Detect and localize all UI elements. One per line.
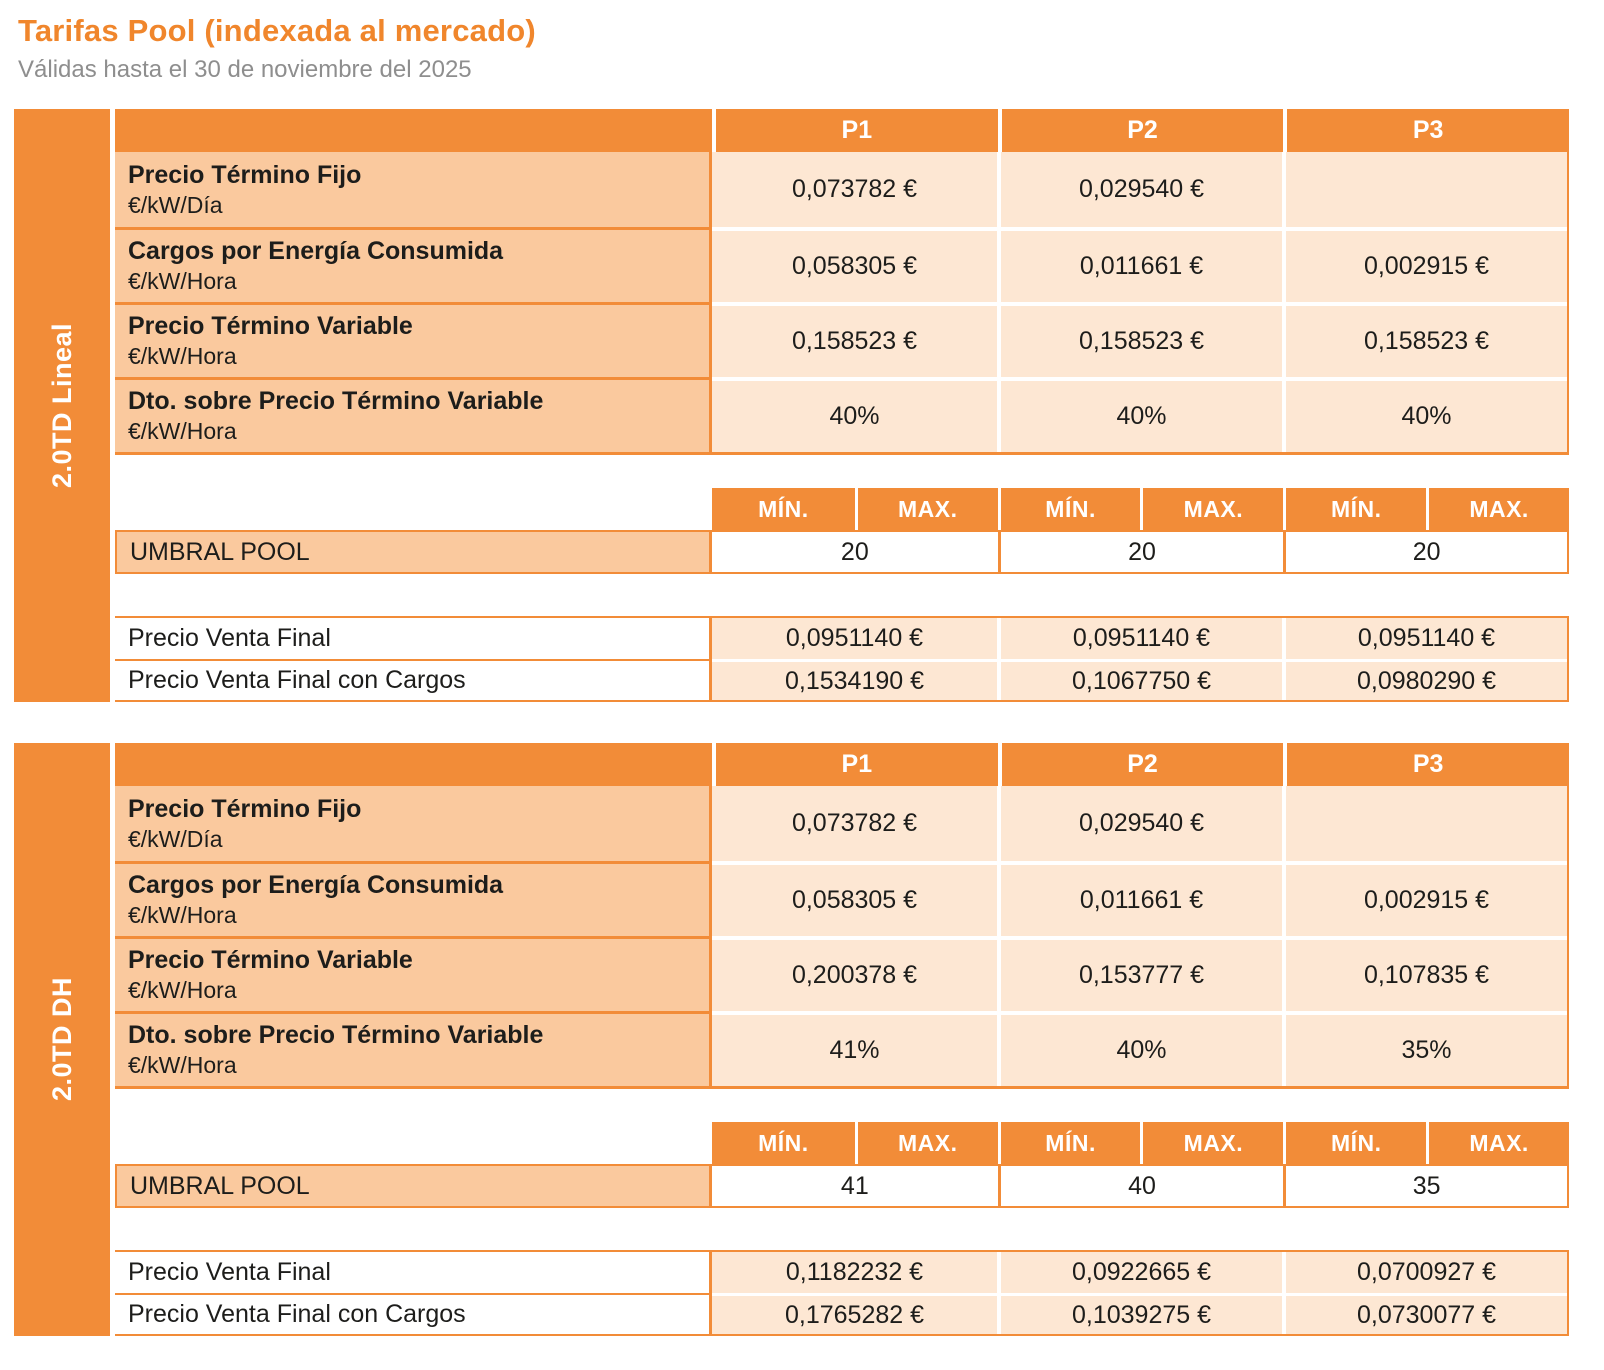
row-label: Cargos por Energía Consumida (128, 237, 504, 266)
row-unit: €/kW/Hora (128, 268, 237, 295)
value-cell-p2: 0,153777 € (997, 936, 1282, 1011)
minmax-header-p3-min: MÍN. (1283, 488, 1426, 530)
table-row-precio-venta-final-con-cargos (115, 659, 1567, 700)
value-cell-p1: 40% (712, 377, 997, 452)
row-unit: €/kW/Hora (128, 902, 237, 929)
row-label: Precio Término Fijo (128, 160, 362, 189)
value-cell-p3: 35% (1282, 1011, 1567, 1086)
row-label: Precio Término Variable (128, 946, 413, 975)
page-title: Tarifas Pool (indexada al mercado) (18, 13, 536, 48)
minmax-header-p1-max: MAX. (855, 488, 998, 530)
column-header-p2: P2 (998, 743, 1284, 786)
column-header-p1: P1 (712, 743, 998, 786)
section-2-0td-lineal (14, 109, 1604, 702)
period-header-row (115, 743, 1569, 786)
table-row-precio-venta-final (115, 1252, 1567, 1293)
minmax-header-row (712, 1122, 1569, 1164)
value-cell-p3: 0,0951140 € (1282, 618, 1567, 659)
row-label: Precio Término Fijo (128, 794, 362, 823)
umbral-value-p3: 35 (1283, 1164, 1569, 1208)
spacer (115, 1208, 1569, 1250)
row-label: Precio Venta Final con Cargos (115, 659, 712, 700)
sidebar-label-dh: 2.0TD DH (46, 977, 77, 1102)
value-cell-p1: 0,0951140 € (712, 618, 997, 659)
sidebar-band-dh (14, 743, 110, 1336)
minmax-header-p2-min: MÍN. (998, 488, 1141, 530)
minmax-header-p3-max: MAX. (1426, 1122, 1569, 1164)
final-price-rows (115, 1250, 1569, 1336)
value-cell-p1: 0,073782 € (712, 152, 997, 227)
minmax-header-p1-min: MÍN. (758, 495, 809, 522)
minmax-header-p1-max: MAX. (855, 1122, 998, 1164)
final-price-rows (115, 616, 1569, 702)
row-unit: €/kW/Hora (128, 1052, 237, 1079)
column-header-p3: P3 (1283, 109, 1569, 152)
minmax-header-p2-max: MAX. (1140, 488, 1283, 530)
tariff-rows-block (115, 152, 1569, 455)
spacer (115, 455, 1569, 488)
value-cell-p1: 0,1765282 € (712, 1293, 997, 1334)
value-cell-p2: 0,011661 € (997, 861, 1282, 936)
value-cell-p2: 0,011661 € (997, 227, 1282, 302)
value-cell-p3: 0,0730077 € (1282, 1293, 1567, 1334)
value-cell-p3: 0,0980290 € (1282, 659, 1567, 700)
value-cell-p2: 0,0951140 € (997, 618, 1282, 659)
minmax-header-p3-max: MAX. (1426, 488, 1569, 530)
row-unit: €/kW/Día (128, 825, 223, 852)
value-cell-p2: 0,158523 € (997, 302, 1282, 377)
table-row-precio-termino-fijo (115, 152, 1567, 227)
value-cell-p2: 0,029540 € (997, 786, 1282, 861)
value-cell-p3 (1282, 786, 1567, 861)
table-row-dto-precio-termino-variable (115, 1011, 1567, 1086)
value-cell-p2: 0,1039275 € (997, 1293, 1282, 1334)
umbral-pool-row (115, 1164, 1569, 1208)
section-content-lineal (115, 109, 1569, 702)
value-cell-p1: 0,058305 € (712, 861, 997, 936)
value-cell-p2: 0,1067750 € (997, 659, 1282, 700)
column-header-p3: P3 (1283, 743, 1569, 786)
value-cell-p3: 0,0700927 € (1282, 1252, 1567, 1293)
value-cell-p3: 0,158523 € (1282, 302, 1567, 377)
minmax-header-p2-min: MÍN. (998, 1122, 1141, 1164)
row-label-cell (115, 936, 712, 1011)
value-cell-p1: 0,200378 € (712, 936, 997, 1011)
row-label-cell (115, 861, 712, 936)
row-label: Dto. sobre Precio Término Variable (128, 1021, 544, 1050)
period-header-spacer (115, 743, 712, 786)
column-header-p2: P2 (998, 109, 1284, 152)
row-label-cell (115, 152, 712, 227)
table-row-precio-termino-fijo (115, 786, 1567, 861)
umbral-value-p3: 20 (1283, 530, 1569, 574)
umbral-pool-row (115, 530, 1569, 574)
minmax-header-row (712, 488, 1569, 530)
period-header-row (115, 109, 1569, 152)
value-cell-p1: 0,1182232 € (712, 1252, 997, 1293)
umbral-pool-label: UMBRAL POOL (115, 530, 712, 574)
row-label: Precio Venta Final (115, 618, 712, 659)
page-subtitle: Válidas hasta el 30 de noviembre del 2025 (18, 56, 472, 83)
value-cell-p2: 40% (997, 1011, 1282, 1086)
spacer (115, 1089, 1569, 1122)
table-row-cargos-energia (115, 227, 1567, 302)
umbral-value-p1: 41 (712, 1164, 998, 1208)
row-label-cell (115, 302, 712, 377)
table-row-precio-termino-variable (115, 302, 1567, 377)
value-cell-p2: 0,0922665 € (997, 1252, 1282, 1293)
value-cell-p1: 0,1534190 € (712, 659, 997, 700)
value-cell-p2: 40% (997, 377, 1282, 452)
row-label-cell (115, 377, 712, 452)
row-label: Cargos por Energía Consumida (128, 871, 504, 900)
table-row-precio-termino-variable (115, 936, 1567, 1011)
row-label: Precio Venta Final con Cargos (115, 1293, 712, 1334)
table-row-precio-venta-final (115, 618, 1567, 659)
value-cell-p3: 40% (1282, 377, 1567, 452)
row-label-cell (115, 786, 712, 861)
sidebar-label-lineal: 2.0TD Lineal (46, 322, 77, 489)
table-row-precio-venta-final-con-cargos (115, 1293, 1567, 1334)
umbral-pool-label: UMBRAL POOL (115, 1164, 712, 1208)
umbral-value-p2: 20 (998, 530, 1284, 574)
section-content-dh (115, 743, 1569, 1336)
sidebar-band-lineal (14, 109, 110, 702)
table-row-dto-precio-termino-variable (115, 377, 1567, 452)
row-label-cell (115, 227, 712, 302)
minmax-header-p3-min: MÍN. (1283, 1122, 1426, 1164)
spacer (115, 574, 1569, 616)
value-cell-p1: 0,158523 € (712, 302, 997, 377)
value-cell-p3: 0,107835 € (1282, 936, 1567, 1011)
minmax-header-p1-min: MÍN. (758, 1129, 809, 1156)
minmax-header-p2-max: MAX. (1140, 1122, 1283, 1164)
value-cell-p2: 0,029540 € (997, 152, 1282, 227)
value-cell-p3: 0,002915 € (1282, 861, 1567, 936)
table-row-cargos-energia (115, 861, 1567, 936)
section-2-0td-dh (14, 743, 1604, 1336)
period-header-spacer (115, 109, 712, 152)
value-cell-p1: 0,058305 € (712, 227, 997, 302)
row-unit: €/kW/Hora (128, 418, 237, 445)
value-cell-p1: 41% (712, 1011, 997, 1086)
umbral-value-p1: 20 (712, 530, 998, 574)
row-label: Precio Venta Final (115, 1252, 712, 1293)
row-label: Precio Término Variable (128, 312, 413, 341)
row-label-cell (115, 1011, 712, 1086)
tariff-rows-block (115, 786, 1569, 1089)
row-unit: €/kW/Hora (128, 343, 237, 370)
umbral-value-p2: 40 (998, 1164, 1284, 1208)
column-header-p1: P1 (712, 109, 998, 152)
row-unit: €/kW/Día (128, 191, 223, 218)
document-header (0, 0, 1604, 84)
value-cell-p3: 0,002915 € (1282, 227, 1567, 302)
row-unit: €/kW/Hora (128, 977, 237, 1004)
row-label: Dto. sobre Precio Término Variable (128, 387, 544, 416)
value-cell-p3 (1282, 152, 1567, 227)
value-cell-p1: 0,073782 € (712, 786, 997, 861)
